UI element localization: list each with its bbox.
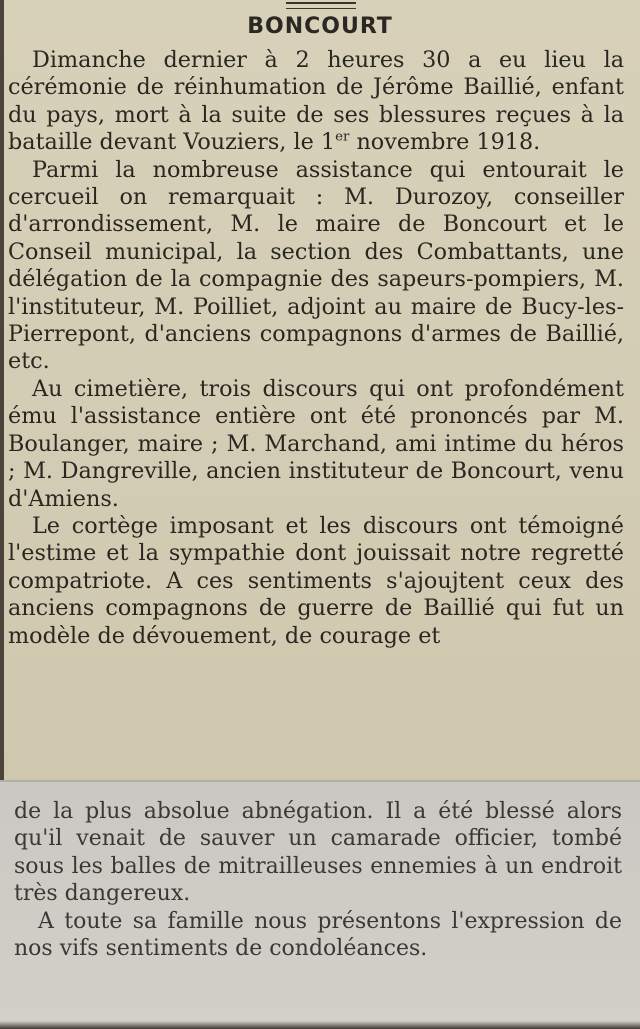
- article-body-upper: [8, 47, 624, 650]
- paragraph-3: Au cimetière, trois discours qui ont profondément ému l'assistance entière ont été prononcés par M. Boulanger, maire ; M. Marchand, ami intime du héros ; M. Dangreville, ancien instituteur de Boncourt, venu d'Amiens.: [8, 375, 624, 512]
- paragraph-4: Le cortège imposant et les discours ont témoigné l'estime et la sympathie dont jouissait notre regretté compatriote. A ces sentiments s'ajoujtent ceux des anciens compagnons de guerre de Baillié qui fut un modèle de dévouement, de courage et: [8, 512, 624, 649]
- paragraph-1-text: Dimanche dernier à 2 heures 30 a eu lieu la cérémonie de réinhumation de Jérôme Baillié, enfant du pays, mort à la suite de ses blessures reçues à la bataille devant Vouziers, le 1: [8, 47, 624, 156]
- paragraph-5: de la plus absolue abnégation. Il a été blessé alors qu'il venait de sauver un camarade officier, tombé sous les balles de mitrailleuses ennemies à un endroit très dangereux.: [14, 799, 622, 907]
- date-superscript: er: [335, 129, 350, 145]
- paragraph-6: A toute sa famille nous présentons l'expression de nos vifs sentiments de condoléances.: [14, 908, 622, 962]
- newspaper-clipping-lower: [0, 780, 640, 1029]
- clipping-left-edge: [0, 0, 4, 780]
- clipping-bottom-edge: [0, 1021, 640, 1029]
- heading-rule: [286, 2, 356, 9]
- article-body-lower: [14, 798, 622, 962]
- paragraph-2: Parmi la nombreuse assistance qui entourait le cercueil on remarquait : M. Durozoy, conseiller d'arrondissement, M. le maire de Boncourt et le Conseil municipal, la section des Combattants, une délégation de la compagnie des sapeurs-pompiers, M. l'instituteur, M. Poilliet, adjoint au maire de Bucy-les-Pierrepont, d'anciens compagnons d'armes de Baillié, etc.: [8, 156, 624, 375]
- date-tail: novembre 1918.: [349, 129, 541, 156]
- paragraph-1: [8, 47, 624, 157]
- article-title: BONCOURT: [247, 14, 393, 39]
